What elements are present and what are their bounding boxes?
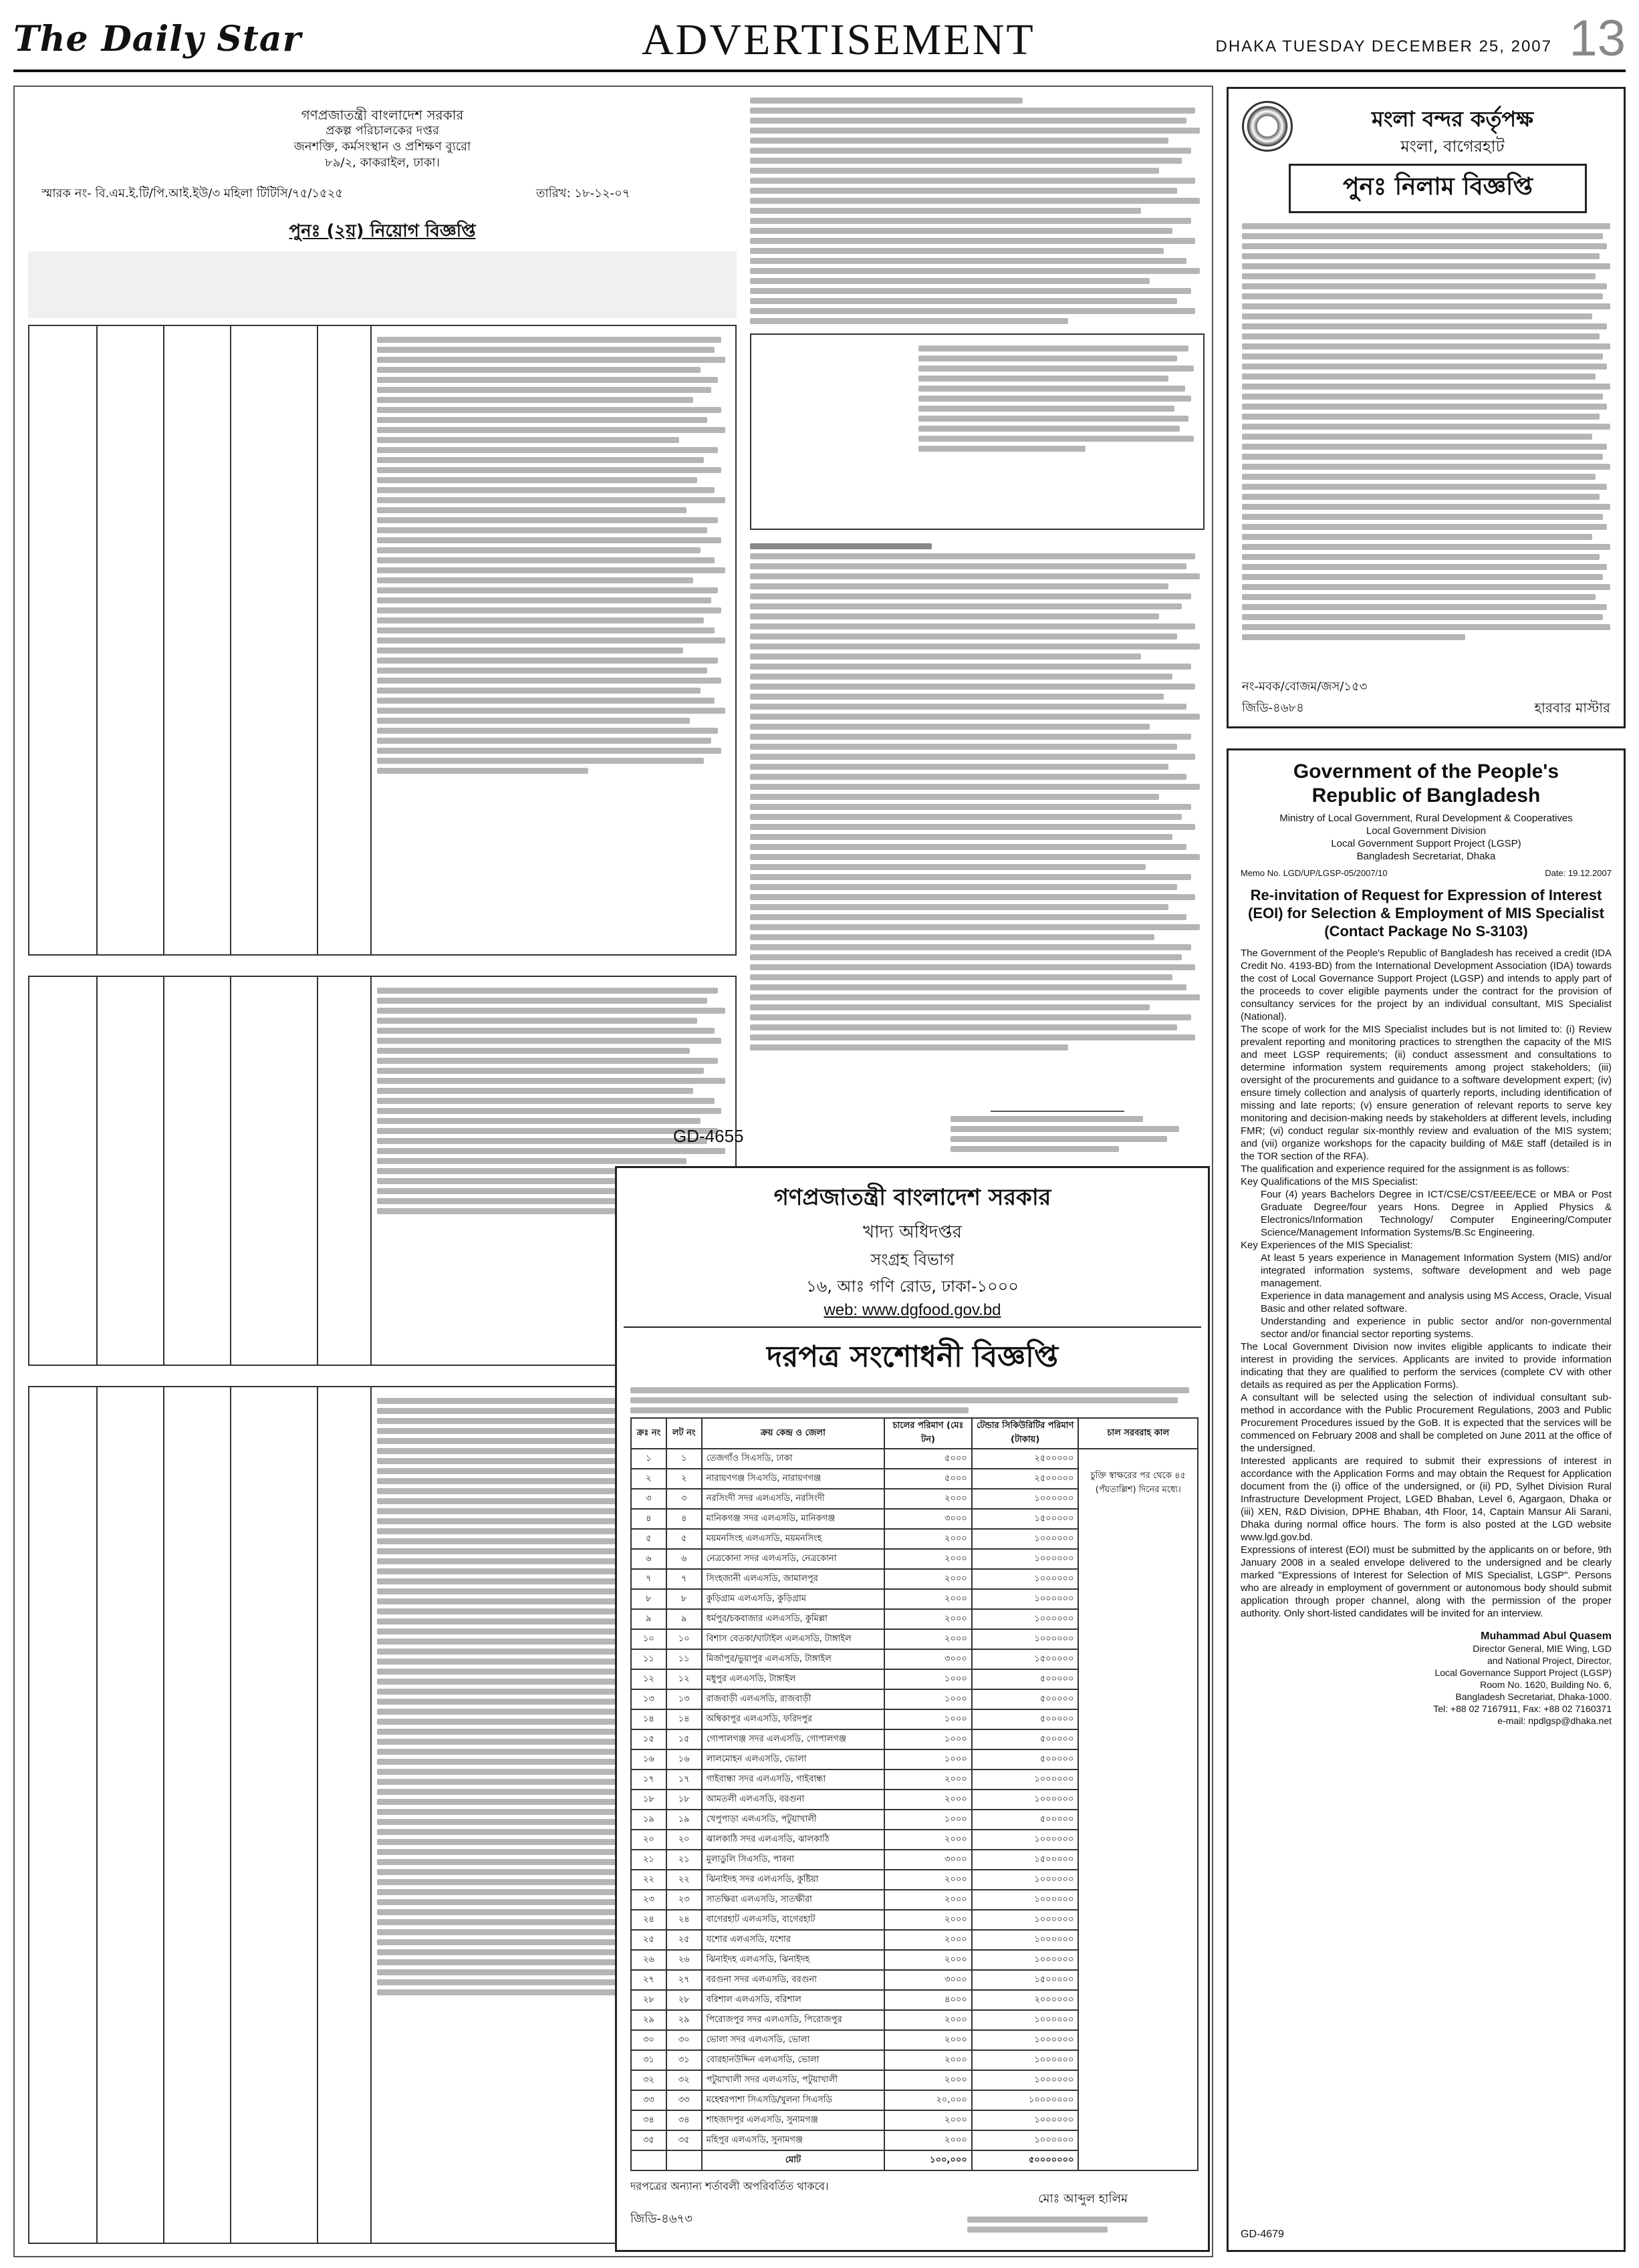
lgd-qual-item: Four (4) years Bachelors Degree in ICT/CSE/CST/EEE/ECE or MBA or Post Graduate Degree/four years Hons. Degree in Applied Physics & Electronics/Information Technology/ Computer Engineering/Computer Science/Management Information Systems/B.Sc Engineering. [1261,1189,1612,1238]
table-cell: ২০০০ [884,1569,972,1589]
lgd-project: Local Government Support Project (LGSP) [1331,838,1521,849]
lgd-para: The qualification and experience required for the assignment is as follows: [1241,1163,1569,1175]
table-cell: ১৫০০০০০ [972,1850,1079,1870]
table-cell: ৬ [666,1549,702,1569]
lgd-signer-role: Local Governance Support Project (LGSP) [1434,1667,1612,1678]
col-header: ক্রঃ নং [631,1418,666,1449]
table-cell: ৩০০০ [884,1509,972,1529]
lgd-heading: Re-invitation of Request for Expression of Interest (EOI) for Selection & Employment of MIS Specialist (Contact Package No S-3103) [1248,887,1604,940]
mongla-ad [1227,87,1626,728]
table-cell: ভোলা সদর এলএসডি, ভোলা [702,2030,885,2050]
table-cell [666,2150,702,2170]
lgd-address: Bangladesh Secretariat, Dhaka [1356,851,1496,862]
table-cell: ৩২ [666,2070,702,2090]
table-cell: ৩ [631,1489,666,1509]
table-cell: ১১ [666,1649,702,1669]
table-cell: বরগুনা সদর এলএসডি, বরগুনা [702,1970,885,1990]
food-dept: খাদ্য অধিদপ্তর [863,1222,962,1242]
lgd-date: Date: 19.12.2007 [1545,868,1612,878]
table-cell: ১০০০ [884,1810,972,1830]
table-cell: ১৯ [666,1810,702,1830]
table-cell: ১০০০০০০ [972,1910,1079,1930]
table-cell: ৩৫ [666,2130,702,2150]
table-cell: ঝালকাঠি সদর এলএসডি, ঝালকাঠি [702,1830,885,1850]
supply-period-cell: চুক্তি স্বাক্ষরের পর থেকে ৪৫ (পঁয়তাল্লিশ) দিনের মধ্যে। [1078,1449,1198,2170]
food-gd-number: জিডি-৪৬৭৩ [630,2212,692,2226]
table-cell: ৮ [631,1589,666,1609]
table-cell: ৩২ [631,2070,666,2090]
table-cell: ১০ [631,1629,666,1649]
recruitment-gd-number: GD-4655 [673,1126,744,1146]
lgd-title-1: Government of the People's [1293,760,1559,783]
table-cell: ২৬ [666,1950,702,1970]
table-cell: ২০০০ [884,1549,972,1569]
table-cell: ময়মনসিংহ এলএসডি, ময়মনসিংহ [702,1529,885,1549]
table-header-row [631,1418,1198,1449]
table-cell: ২৪ [666,1910,702,1930]
table-cell: ২৯ [666,2010,702,2030]
table-cell: ৯ [666,1609,702,1629]
table-cell [631,2150,666,2170]
table-cell: ১৮ [631,1790,666,1810]
mongla-title: পুনঃ নিলাম বিজ্ঞপ্তি [1289,164,1587,213]
table-cell: শাহজাদপুর এলএসডি, সুনামগঞ্জ [702,2110,885,2130]
table-cell: ২৬ [631,1950,666,1970]
table-cell: ১০০০ [884,1709,972,1729]
table-cell: ৩৩ [666,2090,702,2110]
table-cell: অম্বিকাপুর এলএসডি, ফরিদপুর [702,1709,885,1729]
table-cell: নরসিংদী সদর এলএসডি, নরসিংদী [702,1489,885,1509]
table-cell: ২২ [666,1870,702,1890]
recruitment-column-2 [750,94,1205,1156]
table-cell: ২০০০ [884,2010,972,2030]
table-cell: ১০০০ [884,1689,972,1709]
table-cell: ২০০০ [884,1609,972,1629]
table-cell: ঝিনাইদহ এলএসডি, ঝিনাইদহ [702,1950,885,1970]
table-cell: লালমোহন এলএসডি, ভোলা [702,1749,885,1769]
lgd-signer-role: and National Project, Director, [1487,1655,1612,1666]
table-cell: ২০০০ [884,2070,972,2090]
lgd-para: A consultant will be selected using the selection of individual consultant sub-method in accordance with the Public Procurement Regulations, 2003 and Public Procurement Procedures issued by the GoB. It is expected that the services will be commenced on February 2008 and shall be completed on June 2011 at the office of the undersigned. [1241,1392,1612,1454]
table-cell: ২০০০ [884,1790,972,1810]
table-cell: ১০০০০০০ [972,1790,1079,1810]
table-cell: ২২ [631,1870,666,1890]
table-cell: বরিশাল এলএসডি, বরিশাল [702,1990,885,2010]
table-cell: ১৪ [666,1709,702,1729]
header-line: জনশক্তি, কর্মসংস্থান ও প্রশিক্ষণ ব্যুরো [293,140,471,154]
lgd-para: Interested applicants are required to submit their expressions of interest in accordance with the Application Forms and may obtain the Request for Application document from the (i) office of the undersigned, or (ii) PD, Sylhet Division Rural Infrastructure Development Project, LGED Bhaban, Level 6, Agargaon, Dhaka or (iii) XEN, R&D Division, DPHE Bhaban, 4th Floor, 14, Captain Mansur Ali Sarani, Dhaka during normal office hours. The form is also posted at the LGD website www.lgd.gov.bd. [1241,1455,1612,1543]
table-cell: ১০০০০০০ [972,1769,1079,1790]
table-cell: ১০০০০০০ [972,2050,1079,2070]
table-cell: ৫০০০ [884,1469,972,1489]
table-cell: ২০০০ [884,1930,972,1950]
mongla-place: মংলা, বাগেরহাট [1400,137,1505,156]
table-cell: ৩০ [666,2030,702,2050]
table-row [631,1449,1198,1469]
table-cell: গোপালগঞ্জ সদর এলএসডি, গোপালগঞ্জ [702,1729,885,1749]
table-cell: ৩৪ [631,2110,666,2130]
recruitment-ad-header [182,107,583,171]
food-web[interactable]: web: www.dgfood.gov.bd [824,1301,1001,1319]
table-cell: ২ [666,1469,702,1489]
table-cell: ১৩ [631,1689,666,1709]
table-cell: ১০০০০০০ [972,2110,1079,2130]
table-cell: ২৭ [631,1970,666,1990]
mongla-signer: হারবার মাস্টার [1534,700,1610,716]
table-cell: বোরহানউদ্দিন এলএসডি, ভোলা [702,2050,885,2070]
newspaper-logo: The Daily Star [13,19,301,59]
table-cell: ২ [631,1469,666,1489]
table-cell: আমতলী এলএসডি, বরগুনা [702,1790,885,1810]
table-cell: ৭ [631,1569,666,1589]
table-cell: ৭ [666,1569,702,1589]
dateline: DHAKA TUESDAY DECEMBER 25, 2007 [1215,37,1552,55]
table-cell: ১৫ [631,1729,666,1749]
table-cell: ৫ [631,1529,666,1549]
lgd-exp-heading: Key Experiences of the MIS Specialist: [1241,1240,1413,1251]
table-cell: কুড়িগ্রাম এলএসডি, কুড়িগ্রাম [702,1589,885,1609]
table-cell: ২০০০ [884,2030,972,2050]
table-cell: ২৮ [631,1990,666,2010]
table-cell: ১০০০ [884,1729,972,1749]
table-cell: ৪ [631,1509,666,1529]
table-cell: ২০ [631,1830,666,1850]
table-cell: ৩০০০ [884,1649,972,1669]
signature-block [951,1071,1191,1152]
table-cell: ১৮ [666,1790,702,1810]
food-org: গণপ্রজাতন্ত্রী বাংলাদেশ সরকার [773,1184,1051,1211]
table-cell: ২০০০ [884,1830,972,1850]
table-cell: ২০০০ [884,2110,972,2130]
table-cell: ৪ [666,1509,702,1529]
lgd-memo: Memo No. LGD/UP/LGSP-05/2007/10 [1241,868,1388,878]
table-cell: ১০০০ [884,1669,972,1689]
table-cell: সিংহজানী এলএসডি, জামালপুর [702,1569,885,1589]
table-cell: মির্জাপুর/ভুয়াপুর এলএসডি, টাঙ্গাইল [702,1649,885,1669]
table-cell: রাজবাড়ী এলএসডি, রাজবাড়ী [702,1689,885,1709]
mongla-logo [1242,101,1293,152]
mongla-ref: নং-মবক/বোজম/জস/১৫৩ [1242,680,1368,694]
table-cell: ২৩ [666,1890,702,1910]
table-cell: ২৫ [631,1930,666,1950]
mongla-org: মংলা বন্দর কর্তৃপক্ষ [1371,106,1534,132]
table-cell: ১৯ [631,1810,666,1830]
table-cell: ১ [666,1449,702,1469]
table-cell: ২০০০ [884,2050,972,2070]
table-cell: ১৬ [666,1749,702,1769]
col-header: চালের পরিমাণ (মেঃ টন) [884,1418,972,1449]
table-cell: খেপুপাড়া এলএসডি, পটুয়াখালী [702,1810,885,1830]
lgd-para: The Government of the People's Republic of Bangladesh has received a credit (IDA Credit No. 4193-BD) from the International Development Association (IDA) towards the cost of Local Governance Support Project (LGSP) and intends to apply part of the proceeds to cover eligible payments under the contract for the provision of consultancy services for the project by an individual consultant, MIS Specialist (National). [1241,948,1612,1022]
table-cell: ১০০০০০০ [972,1569,1079,1589]
lgd-exp-item: Understanding and experience in public sector and/or non-governmental sector and/or financial sector reporting systems. [1261,1316,1612,1340]
lgd-signer-email: e-mail: npdlgsp@dhaka.net [1497,1715,1612,1726]
header-line: প্রকল্প পরিচালকের দপ্তর [326,124,439,138]
table-cell: ১৩ [666,1689,702,1709]
lgd-title-2: Republic of Bangladesh [1311,785,1541,807]
table-cell: ৫০০০০০ [972,1729,1079,1749]
table-cell: ধর্মপুর/চকবাজার এলএসডি, কুমিল্লা [702,1609,885,1629]
table-cell: ১৭ [631,1769,666,1790]
table-cell: ৩ [666,1489,702,1509]
lgd-para: The scope of work for the MIS Specialist includes but is not limited to: (i) Review prevalent reporting and monitoring practices to strengthen the capacity of the MIS and meet LGSP requirements; (ii) conduct assessment and consultations to determine information system requirements among project stakeholders; (iii) oversight of the procurements and guidance to a software development expert; (iv) ensure timely collection and analysis of quarterly reports, including identification of missing and late reports; (v) ensure generation of relevant reports to serve key monitoring and decision-making needs by stakeholders at different levels, including FMR; (vi) conduct regular six-monthly review and evaluation of the MIS system; and (vii) organize workshops for the capacity building of M&E staff (detailed is in the TOR section of the RFA). [1241,1024,1612,1162]
table-cell: ১২ [666,1669,702,1689]
table-cell: মধুপুর এলএসডি, টাঙ্গাইল [702,1669,885,1689]
table-cell: মহিপুর এলএসডি, সুনামগঞ্জ [702,2130,885,2150]
table-cell: ১৬ [631,1749,666,1769]
table-cell: ১০০০০০০ [972,2010,1079,2030]
table-cell: ২০,০০০ [884,2090,972,2110]
table-cell: ১০০০০০০ [972,1890,1079,1910]
table-cell: ১০০০০০০ [972,1950,1079,1970]
table-cell: ২০০০ [884,1950,972,1970]
table-cell: ৩০০০ [884,1970,972,1990]
table-cell: ২৪ [631,1910,666,1930]
lgd-eoi-ad [1227,748,1626,2252]
lgd-signer-room: Room No. 1620, Building No. 6, [1480,1679,1612,1690]
table-cell: ৩৪ [666,2110,702,2130]
table-cell: ৫০০০০০ [972,1709,1079,1729]
table-cell: ১০০,০০০ [884,2150,972,2170]
table-cell: ১০০০০০০ [972,1870,1079,1890]
table-cell: ৩১ [631,2050,666,2070]
lgd-signer-tel: Tel: +88 02 7167911, Fax: +88 02 7160371 [1433,1703,1612,1714]
table-cell: ২০০০ [884,1589,972,1609]
table-cell: ১০০০০০০ [972,1589,1079,1609]
table-cell: ২৭ [666,1970,702,1990]
table-cell: নেত্রকোনা সদর এলএসডি, নেত্রকোনা [702,1549,885,1569]
table-cell: ১৫ [666,1729,702,1749]
col-header: লট নং [666,1418,702,1449]
lgd-para: Expressions of interest (EOI) must be submitted by the applicants on or before, 9th January 2008 in a sealed envelope delivered to the undersigned and be clearly marked "Expressions of Interest for Selection of MIS Specialist, LGSP". Persons who are already in employment of government or autonomous body should submit application through proper channel, along with the permission of the proper authority. Only short-listed candidates will be invited for an interview. [1241,1544,1612,1619]
table-cell: ৫০০০০০ [972,1669,1079,1689]
memo-date: তারিখ: ১৮-১২-০৭ [536,186,630,200]
header-line: ৮৯/২, কাকরাইল, ঢাকা। [325,156,440,170]
table-cell: ১ [631,1449,666,1469]
table-cell: যশোর এলএসডি, যশোর [702,1930,885,1950]
table-cell: ২৫০০০০০ [972,1469,1079,1489]
lgd-para: The Local Government Division now invites eligible applicants to indicate their interest in providing the services. Applicants are invited to provide information indicating that they are qualified to perform the services (complete CV with other details as required as per the Application Forms). [1241,1341,1612,1391]
table-cell: ১০০০০০০ [972,1609,1079,1629]
lgd-signer-title: Director General, MIE Wing, LGD [1473,1643,1612,1654]
mongla-body [1242,219,1614,644]
table-cell: ১০০০০০০ [972,1930,1079,1950]
table-cell: ৫ [666,1529,702,1549]
table-cell: ১০ [666,1629,702,1649]
table-cell: ২১ [631,1850,666,1870]
table-cell: ১০০০০০০০ [972,2090,1079,2110]
table-cell: ২১ [666,1850,702,1870]
table-cell: ৩৩ [631,2090,666,2110]
table-cell: ২০০০ [884,1629,972,1649]
lgd-signer-address: Bangladesh Secretariat, Dhaka-1000. [1455,1691,1612,1702]
col-header: চাল সরবরাহ কাল [1078,1418,1198,1449]
page-number: 13 [1569,10,1626,67]
table-cell: ৪০০০ [884,1990,972,2010]
col-header: টেন্ডার সিকিউরিটির পরিমাণ (টাকায়) [972,1418,1079,1449]
recruitment-title: পুনঃ (২য়) নিয়োগ বিজ্ঞপ্তি [289,221,476,241]
lgd-signature [1241,1631,1612,1727]
table-cell: ১৭ [666,1769,702,1790]
masthead [13,12,1626,72]
table-cell: ২০০০ [884,1870,972,1890]
table-cell: ঝিনাইদহ সদর এলএসডি, কুষ্টিয়া [702,1870,885,1890]
lgd-division: Local Government Division [1366,825,1487,837]
header-line: গণপ্রজাতন্ত্রী বাংলাদেশ সরকার [301,107,464,123]
memo-number: স্মারক নং- বি.এম.ই.টি/পি.আই.ইউ/৩ মহিলা টিটিসি/৭৫/১৫২৫ [41,186,344,200]
table-cell: ১০০০০০০ [972,1529,1079,1549]
table-cell: বিশাস বেতকা/ঘাটাইল এলএসডি, টাঙ্গাইল [702,1629,885,1649]
table-cell: ১০০০০০০ [972,1489,1079,1509]
table-cell: মুলাডুলি সিএসডি, পাবনা [702,1850,885,1870]
mongla-gd-number: জিডি-৪৬৮৪ [1242,701,1304,715]
table-cell: ১০০০০০০ [972,2070,1079,2090]
lgd-qual-heading: Key Qualifications of the MIS Specialist: [1241,1176,1418,1187]
table-cell: ৮ [666,1589,702,1609]
table-cell: বাগেরহাট এলএসডি, বাগেরহাট [702,1910,885,1930]
table-cell: ১৫০০০০০ [972,1649,1079,1669]
table-cell: মহেশ্বরপাশা সিএসডি/খুলনা সিএসডি [702,2090,885,2110]
table-cell: গাইবান্ধা সদর এলএসডি, গাইবান্ধা [702,1769,885,1790]
table-cell: ২৫ [666,1930,702,1950]
table-cell: ৯ [631,1609,666,1629]
table-cell: ৫০০০০০ [972,1749,1079,1769]
table-cell: ১৫০০০০০ [972,1509,1079,1529]
table-cell: ১০০০০০০ [972,1629,1079,1649]
table-cell: ২০ [666,1830,702,1850]
table-cell: ৫০০০০০০০ [972,2150,1079,2170]
table-cell: ১০০০০০০ [972,1830,1079,1850]
table-cell: ২০০০ [884,2130,972,2150]
table-cell: ৩০০০ [884,1850,972,1870]
lgd-gd-number: GD-4679 [1241,2229,1284,2240]
col-header: ক্রয় কেন্দ্র ও জেলা [702,1418,885,1449]
food-division: সংগ্রহ বিভাগ [870,1250,955,1269]
table-cell: ৩০ [631,2030,666,2050]
table-cell: ১০০০০০০ [972,1549,1079,1569]
table-cell: ১১ [631,1649,666,1669]
table-cell: ২৮ [666,1990,702,2010]
table-cell: নারায়ণগঞ্জ সিএসডি, নারায়ণগঞ্জ [702,1469,885,1489]
table-cell: ১৪ [631,1709,666,1729]
table-cell: মোট [702,2150,885,2170]
table-cell: ২০০০০০০ [972,1990,1079,2010]
table-cell: সাতক্ষিরা এলএসডি, সাতক্ষীরা [702,1890,885,1910]
food-footnote: দরপত্রের অন্যান্য শর্তাবলী অপরিবর্তিত থাকবে। [630,2180,829,2192]
table-cell: পটুয়াখালী সদর এলএসডি, পটুয়াখালী [702,2070,885,2090]
table-cell: ১২ [631,1669,666,1689]
table-cell: মানিকগঞ্জ সদর এলএসডি, মানিকগঞ্জ [702,1509,885,1529]
table-cell: ২০০০ [884,1489,972,1509]
table-cell: ১৫০০০০০ [972,1970,1079,1990]
table-cell: ৩৫ [631,2130,666,2150]
food-address: ১৬, আঃ গণি রোড, ঢাকা-১০০০ [806,1277,1019,1296]
table-cell: ২০০০ [884,1769,972,1790]
table-cell: ৫০০০০০ [972,1810,1079,1830]
table-cell: ২০০০ [884,1910,972,1930]
table-cell: ২০০০ [884,1890,972,1910]
table-cell: পিরোজপুর সদর এলএসডি, পিরোজপুর [702,2010,885,2030]
table-cell: ৬ [631,1549,666,1569]
table-cell: ৫০০০ [884,1449,972,1469]
lgd-ministry: Ministry of Local Government, Rural Development & Cooperatives [1279,813,1573,824]
food-tender-table [630,1417,1199,2171]
food-signer: মোঃ আব্দুল হালিম [1038,2192,1128,2206]
table-cell: ২৫০০০০০ [972,1449,1079,1469]
table-cell: তেজগাঁও সিএসডি, ঢাকা [702,1449,885,1469]
table-cell: ৩১ [666,2050,702,2070]
table-cell: ১০০০০০০ [972,2030,1079,2050]
table-cell: ১০০০ [884,1749,972,1769]
lgd-signer: Muhammad Abul Quasem [1481,1631,1612,1642]
lgd-exp-item: At least 5 years experience in Management Information System (MIS) and/or integrated information systems, software development and web page management. [1261,1252,1612,1289]
food-title: দরপত্র সংশোধনী বিজ্ঞপ্তি [766,1340,1059,1374]
table-cell: ২০০০ [884,1529,972,1549]
food-tender-ad [615,1166,1210,2252]
table-cell: ২৩ [631,1890,666,1910]
table-cell: ১০০০০০০ [972,2130,1079,2150]
table-cell: ৫০০০০০ [972,1689,1079,1709]
section-title: ADVERTISEMENT [642,15,1035,64]
lgd-exp-item: Experience in data management and analysis using MS Access, Oracle, Visual Basic and other related software. [1261,1290,1612,1314]
table-cell: ২৯ [631,2010,666,2030]
